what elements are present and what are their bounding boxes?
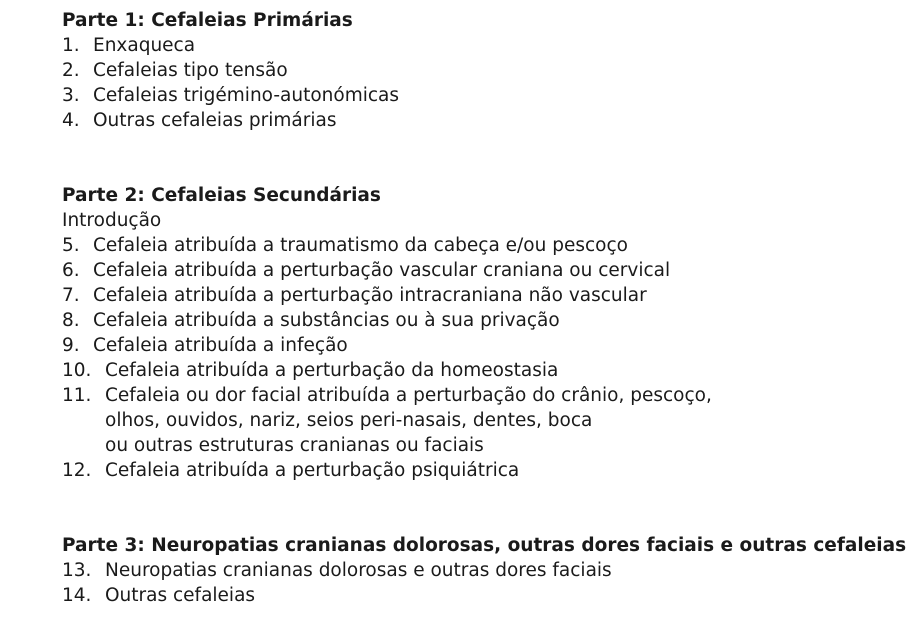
item-text: Outras cefaleias primárias (93, 110, 337, 131)
list-item (62, 233, 912, 258)
item-number: 3. (62, 85, 80, 106)
part-1-section (62, 8, 912, 133)
item-text: Cefaleia atribuída a perturbação psiquiátrica (105, 460, 520, 481)
item-text: Neuropatias cranianas dolorosas e outras dores faciais (105, 560, 612, 581)
item-number: 8. (62, 310, 80, 331)
list-item (62, 33, 912, 58)
item-text: Cefaleias trigémino-autonómicas (93, 85, 399, 106)
item-text: Cefaleia atribuída a perturbação vascular craniana ou cervical (93, 260, 671, 281)
item-number: 7. (62, 285, 80, 306)
list-item (62, 83, 912, 108)
list-item (62, 558, 912, 583)
document-body (62, 8, 912, 608)
item-text: Cefaleia atribuída a perturbação intracraniana não vascular (93, 285, 647, 306)
part-3-list (62, 558, 912, 608)
list-item (62, 333, 912, 358)
part-2-title: Parte 2: Cefaleias Secundárias (62, 185, 381, 206)
item-text-continued: ou outras estruturas cranianas ou faciais (105, 435, 484, 456)
item-number: 14. (62, 585, 92, 606)
item-number: 5. (62, 235, 80, 256)
list-item (62, 258, 912, 283)
list-item (62, 358, 912, 383)
list-item (62, 108, 912, 133)
part-3-title: Parte 3: Neuropatias cranianas dolorosas, outras dores faciais e outras cefaleias (62, 535, 907, 556)
part-2-section (62, 183, 912, 483)
part-2-intro: Introdução (62, 210, 162, 231)
item-text: Cefaleia ou dor facial atribuída a perturbação do crânio, pescoço, (105, 385, 712, 406)
part-1-title: Parte 1: Cefaleias Primárias (62, 10, 353, 31)
item-text: Cefaleia atribuída a substâncias ou à sua privação (93, 310, 560, 331)
list-item (62, 383, 912, 458)
item-number: 11. (62, 385, 92, 406)
item-number: 9. (62, 335, 80, 356)
part-2-list (62, 233, 912, 483)
item-text: Cefaleia atribuída a traumatismo da cabeça e/ou pescoço (93, 235, 628, 256)
item-number: 6. (62, 260, 80, 281)
item-number: 1. (62, 35, 80, 56)
item-number: 10. (62, 360, 92, 381)
list-item (62, 458, 912, 483)
list-item (62, 583, 912, 608)
item-text: Cefaleia atribuída a infeção (93, 335, 348, 356)
list-item (62, 308, 912, 333)
list-item (62, 58, 912, 83)
item-text: Outras cefaleias (105, 585, 256, 606)
item-text: Cefaleias tipo tensão (93, 60, 288, 81)
part-3-section (62, 533, 912, 608)
item-text-continued: olhos, ouvidos, nariz, seios peri-nasais, dentes, boca (105, 410, 593, 431)
item-number: 13. (62, 560, 92, 581)
item-number: 12. (62, 460, 92, 481)
item-text: Cefaleia atribuída a perturbação da homeostasia (105, 360, 559, 381)
part-1-list (62, 33, 912, 133)
list-item (62, 283, 912, 308)
item-text: Enxaqueca (93, 35, 196, 56)
item-number: 2. (62, 60, 80, 81)
item-number: 4. (62, 110, 80, 131)
